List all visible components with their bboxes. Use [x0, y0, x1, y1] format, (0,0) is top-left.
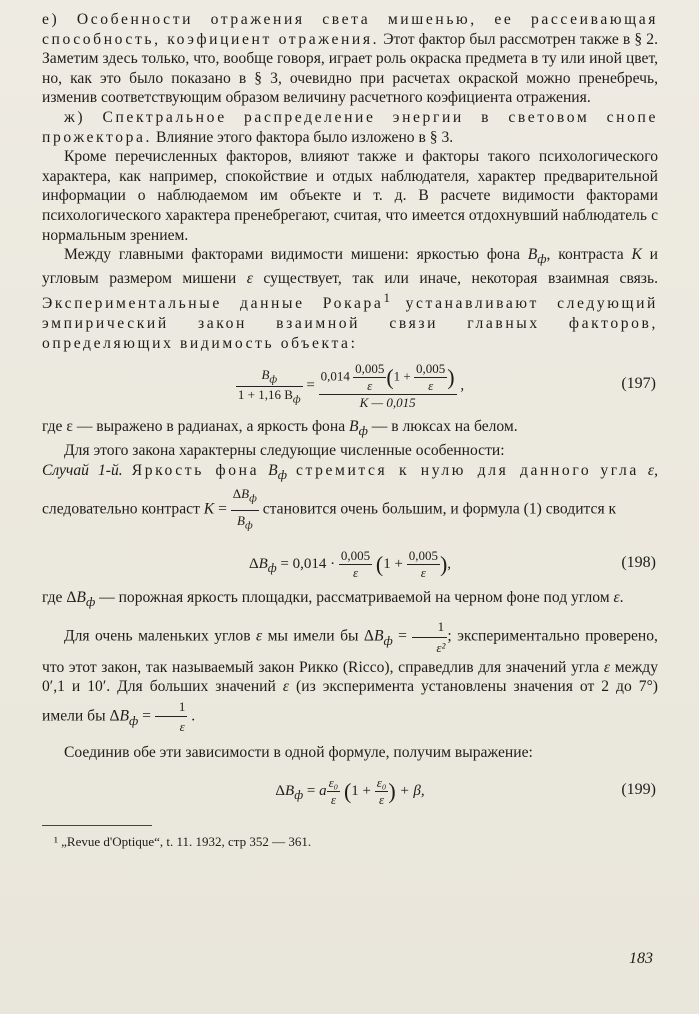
equation-198: $\Delta B_ф = 0,014$ · $\frac{0,005}{\varepsilon}$ (1 + $\frac{0,005}{\varepsilon}$ ), (198)	[248, 547, 656, 580]
paragraph-reflection: е) Особенности отражения света мишенью, ее рассеивающая способность, коэфициент отражения. Этот фактор был рассмотрен также в § 2. Заметим здесь только, что, вообще говоря, играет роль окраска предмета в ту или иной цвет, но, как это было показано в § 3, очевидно при расчетах окраской можно пренебречь, изменив соответствующим образом величину расчетного коэфициента отражения.	[42, 11, 658, 107]
footnote-marker: 1	[383, 290, 390, 306]
page-number: 183	[629, 950, 653, 967]
equation-number-198: (198)	[621, 553, 656, 571]
equation-number-199: (199)	[621, 780, 656, 798]
footnote-divider	[42, 825, 152, 826]
item-e-heading: е) Особенности отражения света мишенью, ее рассеивающая способность, коэфициент отражения.	[42, 11, 658, 48]
paragraph-spectral: ж) Спектральное распределение энергии в световом снопе прожектора. Влияние этого фактора было изложено в § 3.	[42, 108, 658, 146]
equation-number-197: (197)	[621, 375, 656, 393]
paragraph-psychological: Кроме перечисленных факторов, влияют также и факторы такого психологического характера, как например, спокойствие и отдых наблюдателя, характер предварительной информации о наблюдаемом им объекте и т. д. В расчете видимости факторами психологического характера пренебрегают, считая, что имеется отдохнувший наблюдатель с нормальным зрением.	[42, 148, 658, 244]
paragraph-ricco: Для очень маленьких углов ε мы имели бы $\Delta B_ф$ = $\frac{1}{\text{ε²}}$ ; экспериментально проверено, что этот закон, так называемый закон Рикко (Riccо), справедлив для значений угла ε между 0′,1 и 10′. Для больших значений ε (из эксперимента установлены значения от 2 до 7°) имели бы $\Delta B_ф$ = $\frac{1}{\varepsilon}$ .	[42, 619, 659, 735]
paragraph-features: Для этого закона характерны следующие численные особенности:	[64, 442, 505, 460]
equation-197: $\frac{B_ф}{1 + 1,16 B_ф}$ = 0,014 $\frac{0,005}{\varepsilon}$ (1 + $\frac{0,005}{\varepsilon}$ ) K — 0,015 , (197)	[237, 361, 656, 411]
paragraph-where-eps: где ε — выражено в радианах, а яркость фона $B_ф$ — в люксах на белом.	[42, 418, 518, 439]
footnote: ¹ „Revue d'Optique“, t. 11. 1932, стр 352 — 361.	[54, 833, 312, 849]
text-column	[42, 10, 658, 851]
paragraph-threshold: где $\Delta B_ф$ — порожная яркость площадки, рассматриваемой на черном фоне под углом ε.	[42, 588, 624, 609]
paragraph-main-factors: Между главными факторами видимости мишени: яркостью фона $B_ф$, контраста K и угловым размером мишени ε существует, так или иначе, некоторая взаимная связь. Экспериментальные данные Рокара$^1$ устанавливают следующий эмпирический закон взаимной связи главных факторов, определяющих видимость объекта:	[42, 246, 658, 352]
item-zh-heading: ж) Спектральное распределение энергии в световом снопе прожектора.	[42, 108, 658, 146]
paragraph-combined: Соединив обе эти зависимости в одной формуле, получим выражение:	[64, 744, 533, 762]
paragraph-case-1: Случай 1-й. Яркость фона $B_ф$ стремится к нулю для данного угла ε, следовательно контраст K = $\frac{\Delta B_ф}{B_ф}$ становится очень большим, и формула (1) сводится к	[42, 461, 658, 532]
equation-199: $\Delta B_ф = a$ $\frac{\text{ε₀}}{\varepsilon}$ (1 + $\frac{\text{ε₀}}{\varepsilon}$ ) + β, (199)	[275, 774, 656, 807]
